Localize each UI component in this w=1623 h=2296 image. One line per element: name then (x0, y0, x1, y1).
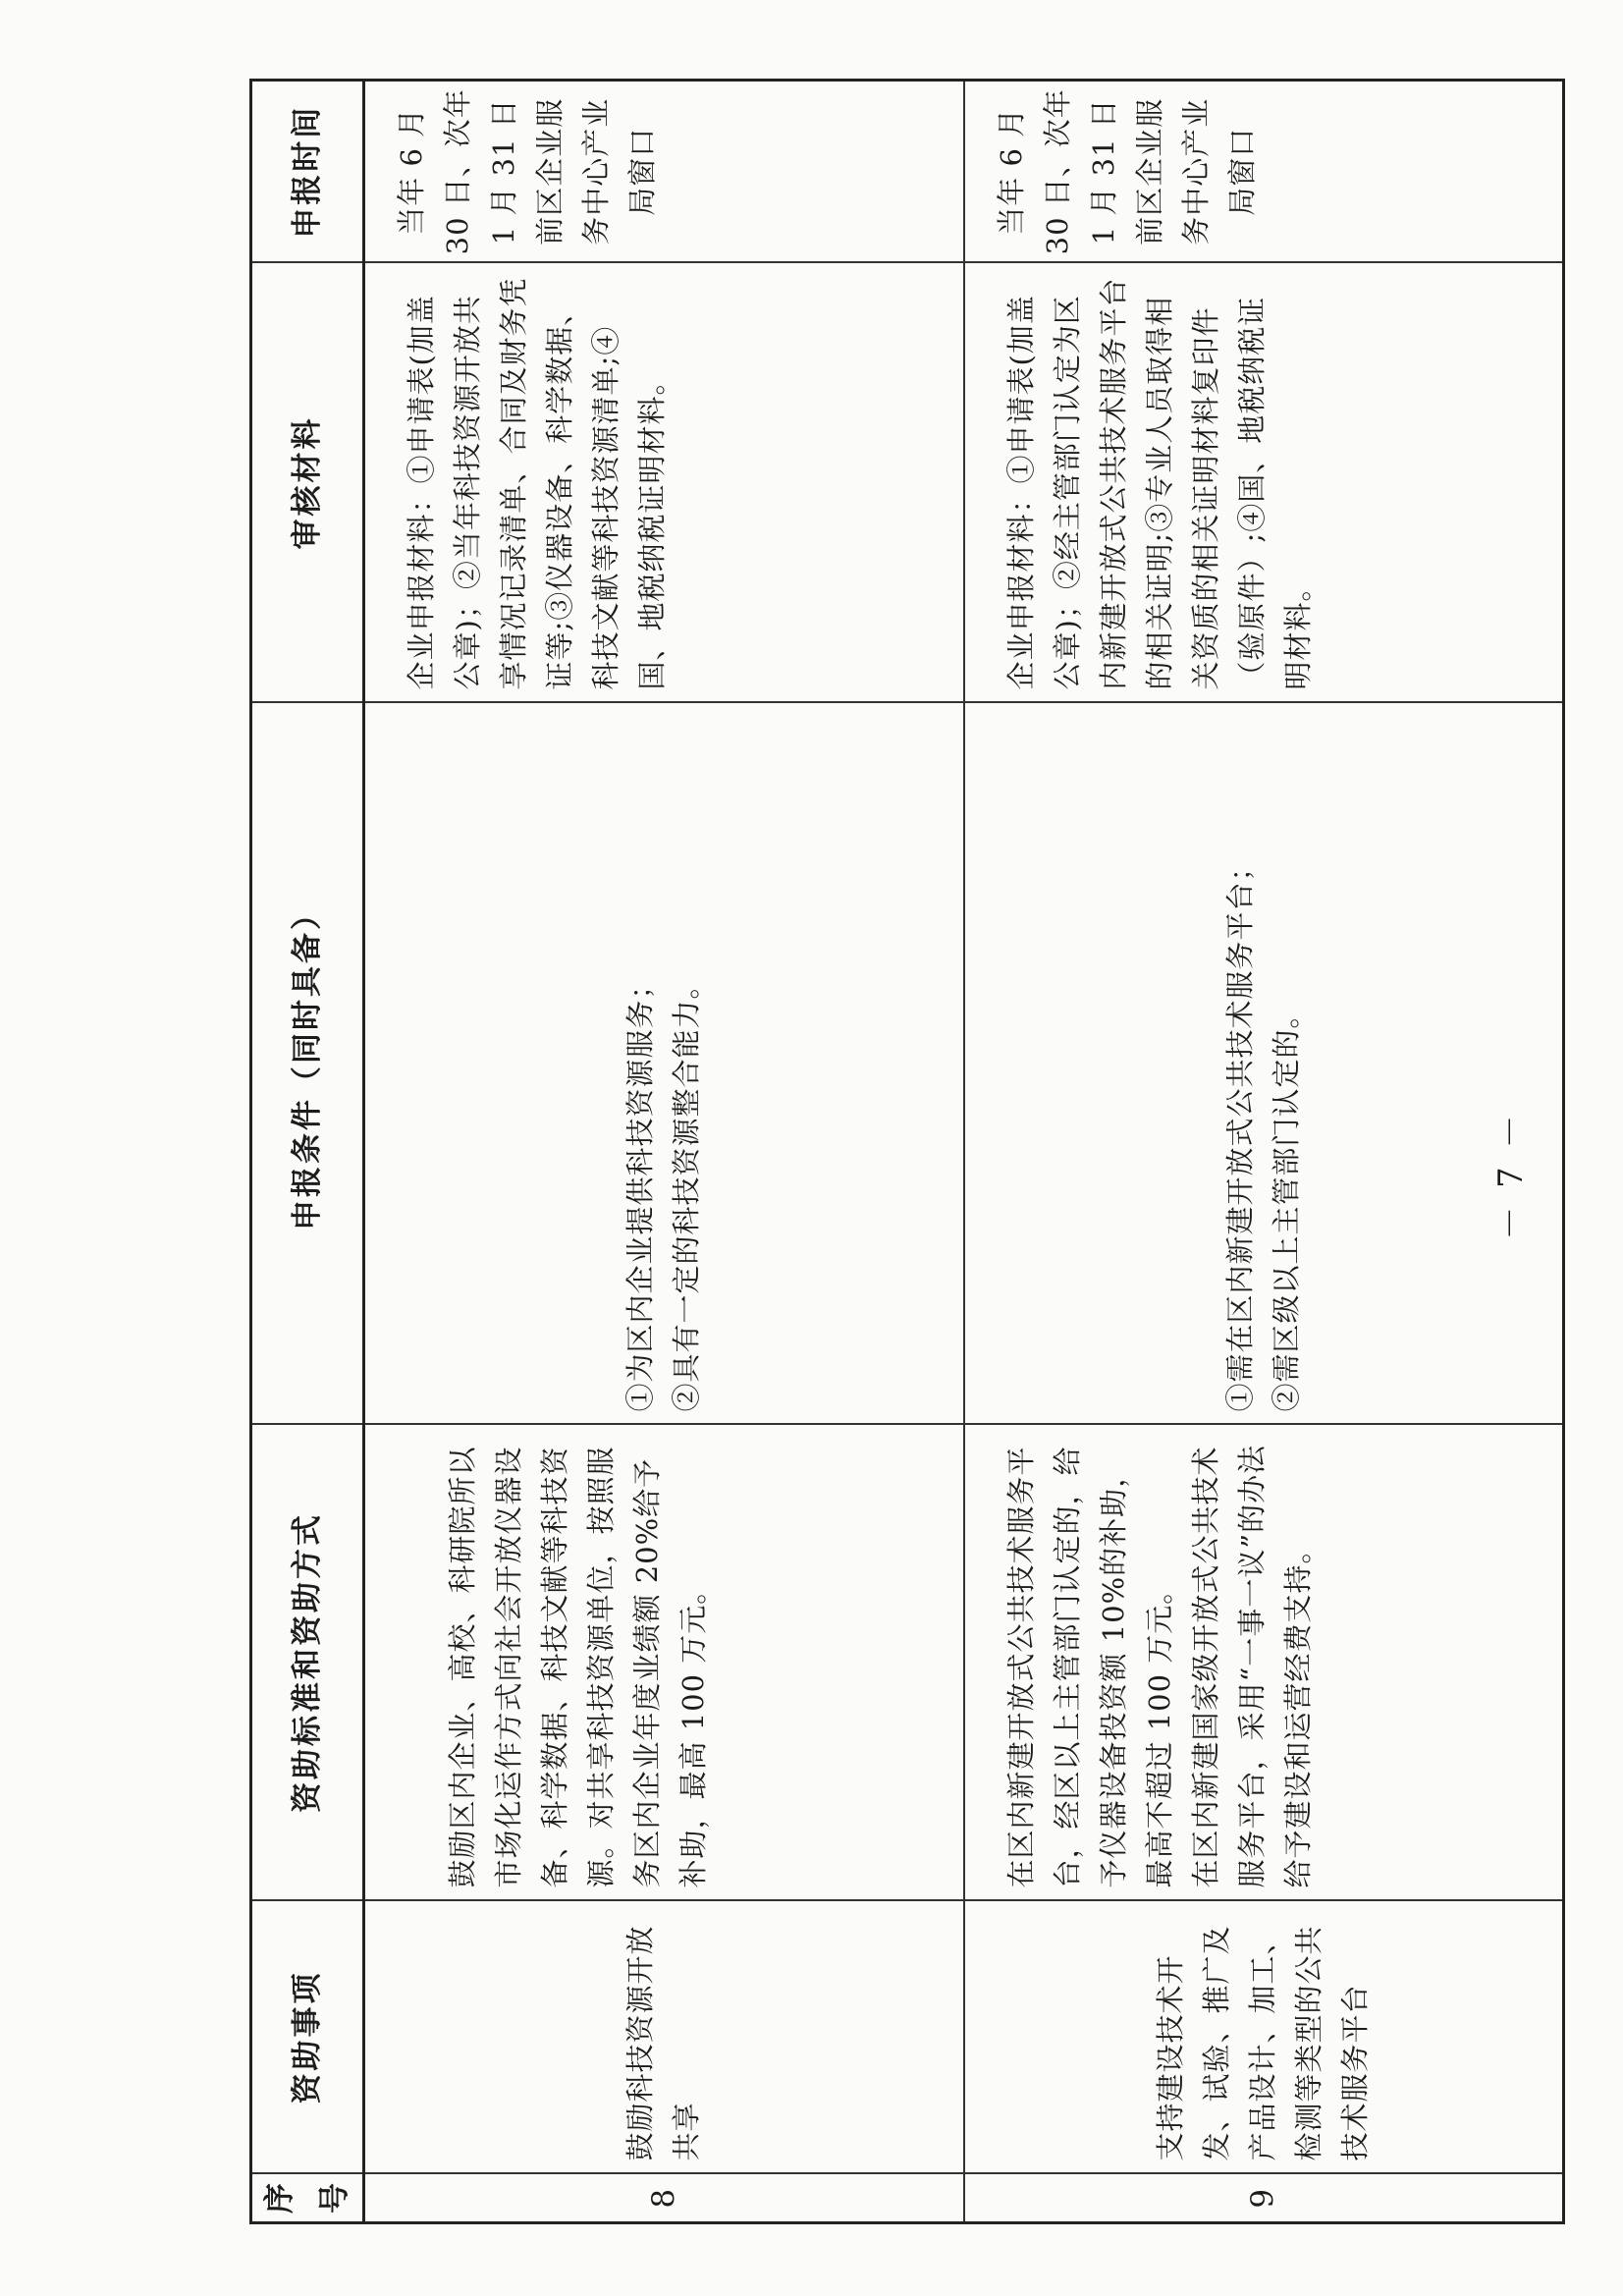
header-subsidy-item: 资助事项 (251, 1901, 364, 2174)
condition-line: ①为区内企业提供科技资源服务； (623, 969, 658, 1412)
table-header-row (251, 81, 364, 2223)
header-application-time: 申报时间 (251, 81, 364, 263)
row-subsidy-item: 鼓励科技资源开放共享 (364, 1901, 964, 2174)
row-subsidy-item: 支持建设技术开发、试验、推广及产品设计、加工、检测等类型的公共技术服务平台 (964, 1901, 1564, 2174)
page-number: － 7 － (1490, 1111, 1531, 1240)
row-serial-number: 9 (964, 2174, 1564, 2223)
header-subsidy-standard: 资助标准和资助方式 (251, 1425, 364, 1901)
condition-line: ①需在区内新建开放式公共技术服务平台； (1222, 851, 1257, 1412)
header-application-conditions: 申报条件（同时具备） (251, 703, 364, 1425)
condition-line: ②需区级以上主管部门认定的。 (1269, 999, 1303, 1412)
row-review-materials: 企业申报材料：①申请表(加盖公章)；②当年科技资源开放共享情况记录清单、合同及财务凭证等;③仪器设备、科学数据、科技文献等科技资源清单;④国、地税纳税证明材料。 (364, 263, 964, 703)
standard-paragraph: 在区内新建开放式公共技术服务平台，经区以上主管部门认定的，给予仪器设备投资额 10%的补助，最高不超过 100 万元。 (1003, 1446, 1176, 1888)
row-application-conditions (964, 703, 1564, 1425)
row-subsidy-standard (964, 1425, 1564, 1901)
row-subsidy-standard: 鼓励区内企业、高校、科研院所以市场化运作方式向社会开放仪器设备、科学数据、科技文献等科技资源。对共享科技资源单位，按照服务区内企业年度业绩额 20%给予补助，最高 100 万元。 (364, 1425, 964, 1901)
rotated-page-content (249, 82, 1508, 2224)
row-application-time: 当年 6 月 30 日、次年 1 月 31 日前区企业服务中心产业局窗口 (964, 81, 1564, 263)
condition-line: ②具有一定的科技资源整合能力。 (670, 969, 704, 1412)
row-review-materials: 企业申报材料：①申请表(加盖公章)；②经主管部门认定为区内新建开放式公共技术服务平台的相关证明;③专业人员取得相关资质的相关证明材料复印件（验原件）;④国、地税纳税证明材料。 (964, 263, 1564, 703)
header-serial-number: 序号 (251, 2174, 364, 2223)
table-row (364, 81, 964, 2223)
header-review-materials: 审核材料 (251, 263, 364, 703)
row-application-time: 当年 6 月 30 日、次年 1 月 31 日前区企业服务中心产业局窗口 (364, 81, 964, 263)
row-application-conditions (364, 703, 964, 1425)
standard-paragraph: 在区内新建国家级开放式公共技术服务平台，采用“一事一议”的办法给予建设和运营经费支持。 (1188, 1444, 1315, 1888)
row-serial-number: 8 (364, 2174, 964, 2223)
subsidy-table (249, 79, 1565, 2224)
